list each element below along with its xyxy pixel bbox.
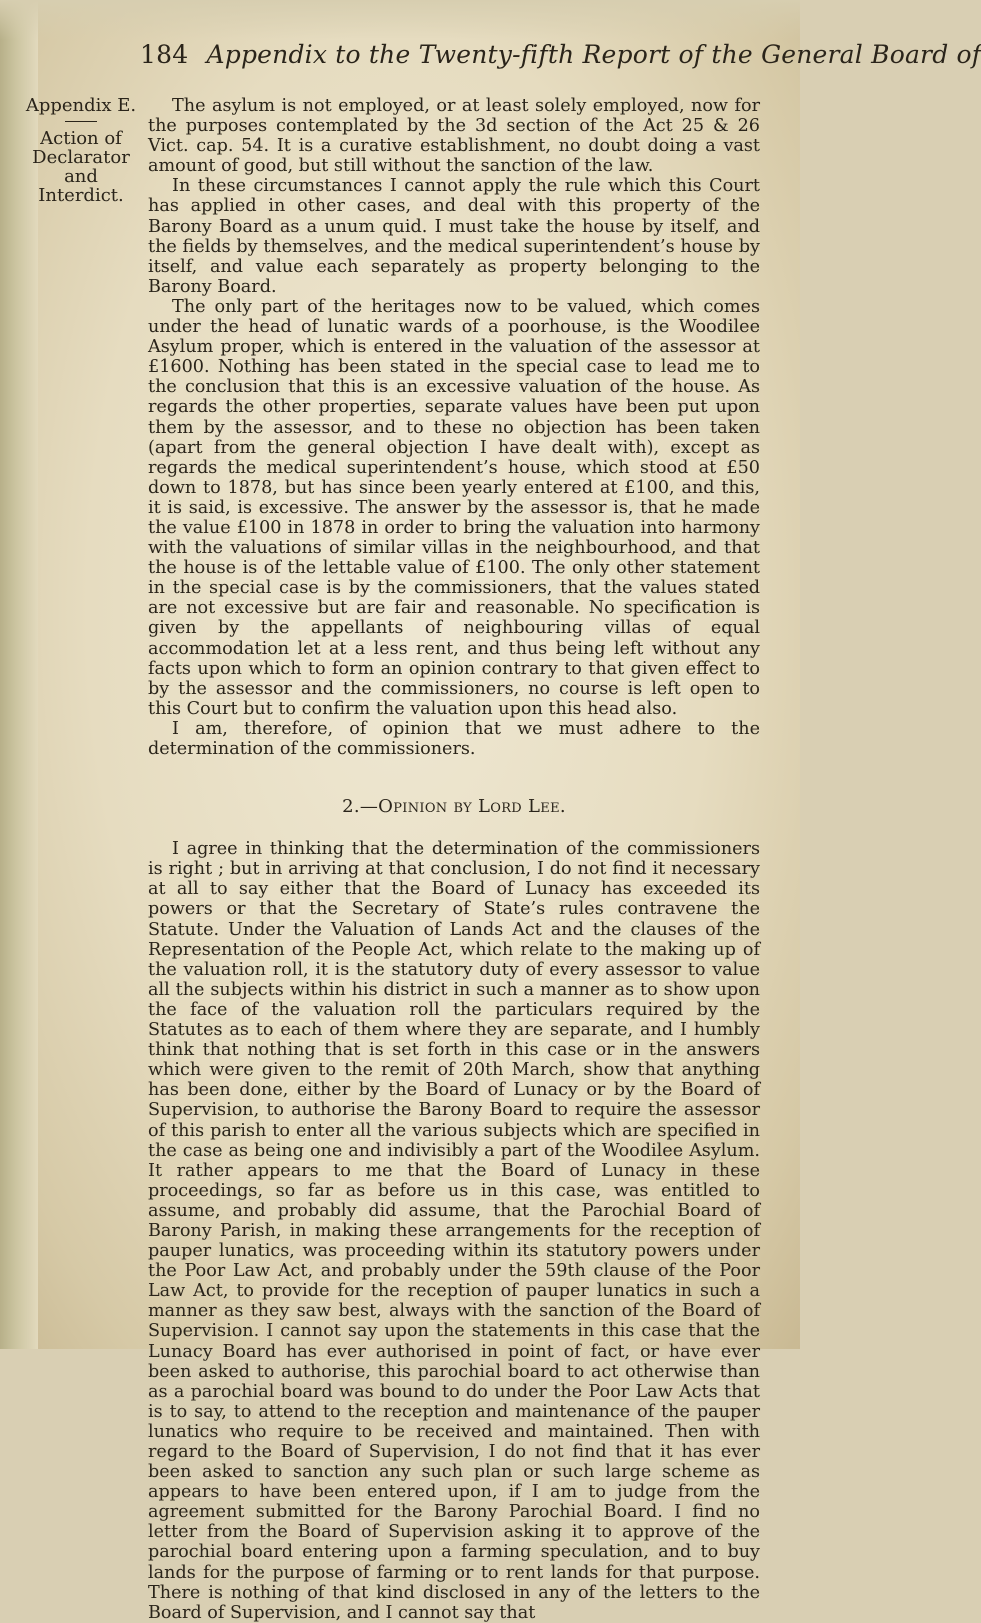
paragraph: The asylum is not employed, or at least solely employed, now for the purposes contemplated by the 3d section of the Act 25 & 26 Vict. cap. 54. It is a curative establishment, no doubt doing a vast amount of good, but still without the sanction of the law. bbox=[148, 96, 760, 177]
margin-action-note: Action of Declarator and Interdict. bbox=[32, 128, 130, 206]
running-header bbox=[140, 40, 981, 69]
paragraph: The only part of the heritages now to be valued, which comes under the head of lunatic wards of a poorhouse, is the Woodilee Asylum proper, which is entered in the valuation of the assessor at £1600. Nothing has been stated in the special case to lead me to the conclusion that this is an excessive valuation of the house. As regards the other properties, separate values have been put upon them by the assessor, and to these no objection has been taken (apart from the general objection I have dealt with), except as regards the medical superintendent’s house, which stood at £50 down to 1878, but has since been yearly entered at £100, and this, it is said, is excessive. The answer by the assessor is, that he made the value £100 in 1878 in order to bring the valuation into harmony with the valuations of similar villas in the neighbourhood, and that the house is of the lettable value of £100. The only other statement in the special case is by the commissioners, that the values stated are not excessive but are fair and reasonable. No specification is given by the appellants of neighbouring villas of equal accommodation let at a less rent, and thus being left without any facts upon which to form an opinion contrary to that given effect to by the assessor and the commissioners, no course is left open to this Court but to confirm the valuation upon this head also. bbox=[148, 296, 760, 719]
opinion-title: Opinion by Lord Lee. bbox=[378, 796, 566, 818]
margin-rule bbox=[65, 121, 97, 122]
paragraph: I agree in thinking that the determination of the commissioners is right ; but in arriving at that conclusion, I do not find it necessary at all to say either that the Board of Lunacy has exceeded its powers or that the Secretary of State’s rules contravene the Statute. Under the Valuation of Lands Act and the clauses of the Representation of the People Act, which relate to the making up of the valuation roll, it is the statutory duty of every assessor to value all the subjects within his district in such a manner as to show upon the face of the valuation roll the particulars required by the Statutes as to each of them where they are separate, and I humbly think that nothing that is set forth in this case or in the answers which were given to the remit of 20th March, show that anything has been done, either by the Board of Lunacy or by the Board of Supervision, to authorise the Barony Board to require the assessor of this parish to enter all the various subjects which are specified in the case as being one and indivisibly a part of the Woodilee Asylum. It rather appears to me that the Board of Lunacy in these proceedings, so far as before us in this case, was entitled to assume, and probably did assume, that the Parochial Board of Barony Parish, in making these arrangements for the reception of pauper lunatics, was proceeding within its statutory powers under the Poor Law Act, and probably under the 59th clause of the Poor Law Act, to provide for the reception of pauper lunatics in such a manner as they saw best, always with the sanction of the Board of Supervision. I cannot say upon the statements in this case that the Lunacy Board has ever authorised in point of fact, or have ever been asked to authorise, this parochial board to act otherwise than as a parochial board was bound to do under the Poor Law Acts that is to say, to attend to the reception and maintenance of the pauper lunatics who require to be received and maintained. Then with regard to the Board of Supervision, I do not find that it has ever been asked to sanction any such plan or such large scheme as appears to have been entered upon, if I am to judge from the agreement submitted for the Barony Parochial Board. I find no letter from the Board of Supervision asking it to approve of the parochial board entering upon a farming speculation, and to buy lands for the purpose of farming or to rent lands for that purpose. There is nothing of that kind disclosed in any of the letters to the Board of Supervision, and I cannot say that bbox=[148, 839, 760, 1623]
margin-appendix-label: Appendix E. bbox=[25, 95, 137, 116]
opinion-number: 2.— bbox=[342, 796, 379, 818]
page-number: 184 bbox=[140, 40, 189, 69]
paragraph: In these circumstances I cannot apply the rule which this Court has applied in other cases, and deal with this property of the Barony Board as a unum quid. I must take the house by itself, and the fields by themselves, and the medical superintendent’s house by itself, and value each separately as property belonging to the Barony Board. bbox=[148, 176, 760, 297]
margin-notes bbox=[22, 96, 140, 205]
paragraph: I am, therefore, of opinion that we must adhere to the determination of the commissioners. bbox=[148, 718, 760, 759]
page-top-edge bbox=[0, 0, 800, 40]
opinion-heading bbox=[148, 797, 760, 817]
body-text bbox=[148, 96, 760, 1623]
header-title: Appendix to the Twenty-fifth Report of the General Board of bbox=[206, 40, 981, 69]
